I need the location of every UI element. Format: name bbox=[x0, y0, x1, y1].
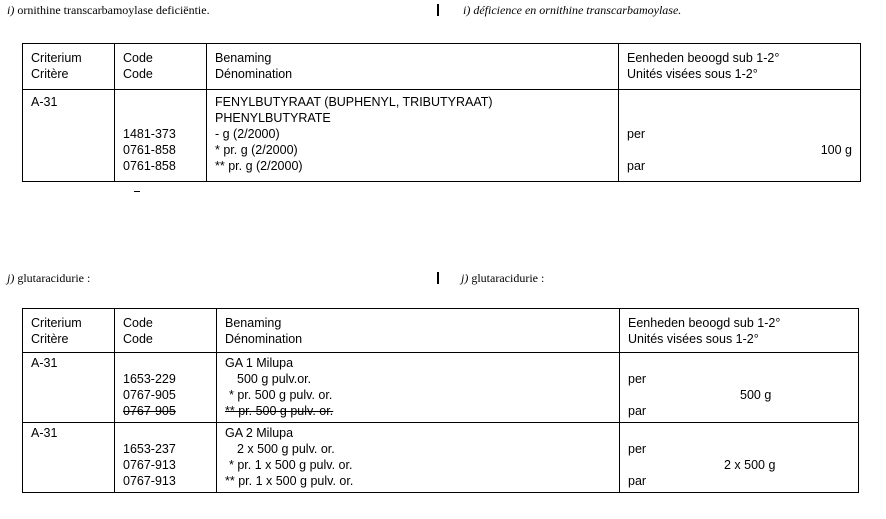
criterion-cell bbox=[23, 353, 115, 423]
table-row bbox=[23, 423, 859, 493]
unit-label-fr: par bbox=[627, 159, 646, 173]
packaging-desc: - g (2/2000) bbox=[215, 127, 280, 141]
table-header-row bbox=[23, 309, 859, 353]
unit-value: 500 g bbox=[740, 388, 772, 402]
header-criterium bbox=[23, 44, 115, 90]
section-j-text-nl: glutaracidurie : bbox=[17, 271, 91, 285]
name-cell bbox=[217, 353, 620, 423]
unit-label-fr: par bbox=[628, 404, 647, 418]
unit-label-fr: par bbox=[628, 474, 647, 488]
header-criterium-nl: Criterium bbox=[31, 316, 82, 330]
product-name: FENYLBUTYRAAT (BUPHENYL, TRIBUTYRAAT) bbox=[215, 95, 493, 109]
header-code bbox=[115, 309, 217, 353]
code-value: 0761-858 bbox=[123, 159, 176, 173]
criterion-cell bbox=[23, 423, 115, 493]
section-j-title-nl bbox=[7, 271, 90, 286]
header-eenheden-fr: Unités visées sous 1-2° bbox=[628, 332, 759, 346]
header-eenheden-nl: Eenheden beoogd sub 1-2° bbox=[628, 316, 781, 330]
header-code-fr: Code bbox=[123, 332, 153, 346]
unit-cell bbox=[620, 423, 859, 493]
packaging-desc: ** pr. g (2/2000) bbox=[215, 159, 303, 173]
section-j-title-fr bbox=[461, 271, 544, 286]
header-criterium-fr: Critère bbox=[31, 332, 69, 346]
section-j-prefix-fr: j) bbox=[461, 271, 469, 285]
unit-value: 2 x 500 g bbox=[724, 458, 776, 472]
product-name: GA 2 Milupa bbox=[225, 426, 294, 440]
packaging-desc: ** pr. 1 x 500 g pulv. or. bbox=[225, 474, 354, 488]
code-value: 0767-913 bbox=[123, 474, 176, 488]
name-cell bbox=[207, 90, 619, 182]
criterion-value: A-31 bbox=[31, 426, 58, 440]
section-i-title-nl bbox=[7, 3, 210, 18]
unit-label-nl: per bbox=[628, 372, 647, 386]
code-value: 1653-237 bbox=[123, 442, 176, 456]
header-eenheden-nl: Eenheden beoogd sub 1-2° bbox=[627, 51, 780, 65]
unit-label-nl: per bbox=[627, 127, 646, 141]
header-benaming-nl: Benaming bbox=[225, 316, 282, 330]
packaging-desc: * pr. 1 x 500 g pulv. or. bbox=[229, 458, 353, 472]
header-eenheden bbox=[619, 44, 861, 90]
section-j-prefix-nl: j) bbox=[7, 271, 15, 285]
unit-cell bbox=[620, 353, 859, 423]
header-benaming-nl: Benaming bbox=[215, 51, 272, 65]
section-i-text-nl: ornithine transcarbamoylase deficiëntie. bbox=[17, 3, 210, 17]
header-code-nl: Code bbox=[123, 316, 153, 330]
column-divider-mark bbox=[437, 4, 439, 16]
header-benaming-fr: Dénomination bbox=[215, 67, 293, 81]
criterion-value: A-31 bbox=[31, 95, 58, 109]
header-code bbox=[115, 44, 207, 90]
unit-value: 100 g bbox=[820, 143, 852, 157]
header-code-nl: Code bbox=[123, 51, 153, 65]
code-value: 0767-913 bbox=[123, 458, 176, 472]
table-glutaracidurie bbox=[22, 308, 859, 493]
code-cell bbox=[115, 353, 217, 423]
code-cell bbox=[115, 90, 207, 182]
section-j-text-fr: glutaracidurie : bbox=[471, 271, 545, 285]
section-i-title-fr bbox=[463, 3, 681, 18]
header-criterium-fr: Critère bbox=[31, 67, 69, 81]
code-cell bbox=[115, 423, 217, 493]
criterion-value: A-31 bbox=[31, 356, 58, 370]
header-benaming bbox=[207, 44, 619, 90]
section-i-text-fr: déficience en ornithine transcarbamoylase. bbox=[473, 3, 682, 17]
code-value: 0761-858 bbox=[123, 143, 176, 157]
packaging-desc: 2 x 500 g pulv. or. bbox=[237, 442, 335, 456]
packaging-desc: * pr. 500 g pulv. or. bbox=[229, 388, 333, 402]
table-ornithine bbox=[22, 43, 861, 182]
header-criterium-nl: Criterium bbox=[31, 51, 82, 65]
code-value: 0767-905 bbox=[123, 404, 176, 418]
header-benaming-fr: Dénomination bbox=[225, 332, 303, 346]
unit-label-nl: per bbox=[628, 442, 647, 456]
product-name-alt: PHENYLBUTYRATE bbox=[215, 111, 331, 125]
criterion-cell bbox=[23, 90, 115, 182]
table-header-row bbox=[23, 44, 861, 90]
header-benaming bbox=[217, 309, 620, 353]
table-row bbox=[23, 353, 859, 423]
stray-dash-mark bbox=[134, 191, 140, 192]
packaging-desc: ** pr. 500 g pulv. or. bbox=[225, 404, 334, 418]
column-divider-mark bbox=[437, 272, 439, 284]
header-eenheden-fr: Unités visées sous 1-2° bbox=[627, 67, 758, 81]
section-i-prefix-fr: i) bbox=[463, 3, 471, 17]
packaging-desc: * pr. g (2/2000) bbox=[215, 143, 298, 157]
code-value: 1653-229 bbox=[123, 372, 176, 386]
header-code-fr: Code bbox=[123, 67, 153, 81]
code-value: 1481-373 bbox=[123, 127, 176, 141]
packaging-desc: 500 g pulv.or. bbox=[237, 372, 312, 386]
product-name: GA 1 Milupa bbox=[225, 356, 294, 370]
header-eenheden bbox=[620, 309, 859, 353]
table-row bbox=[23, 90, 861, 182]
header-criterium bbox=[23, 309, 115, 353]
unit-cell bbox=[619, 90, 861, 182]
section-i-prefix-nl: i) bbox=[7, 3, 15, 17]
code-value: 0767-905 bbox=[123, 388, 176, 402]
name-cell bbox=[217, 423, 620, 493]
